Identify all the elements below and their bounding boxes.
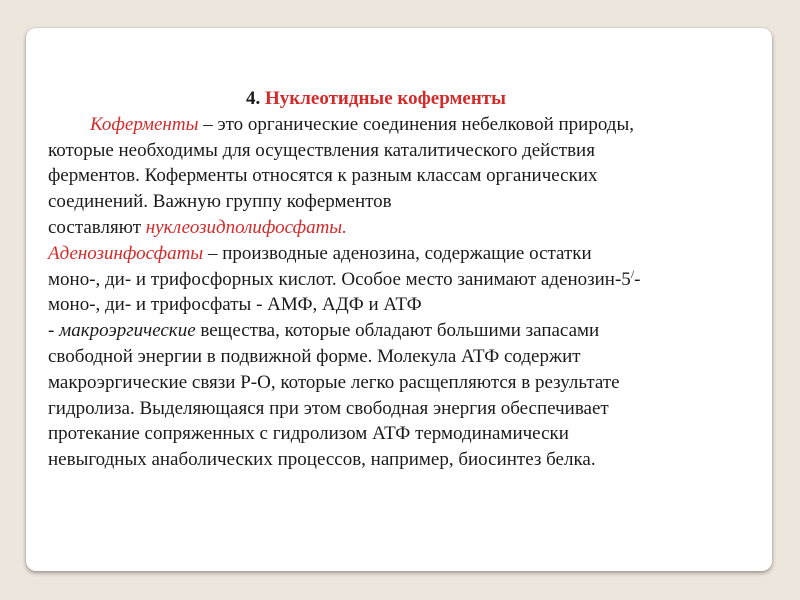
term-macroergic: макроэргические [59,320,196,342]
slide-card [26,28,772,571]
slide-content [48,86,768,473]
p1-line-4: соединений. Важную группу коферментов [48,191,392,213]
heading-number: 4. [246,88,265,109]
p3-line-4: гидролиза. Выделяющаяся при этом свободная энергия обеспечивает [48,397,609,419]
p3-line-6: невыгодных анаболических процессов, например, биосинтез белка. [48,449,596,471]
p3-line-1 [48,318,768,344]
p2-line-1-text: – производные аденозина, содержащие остатки [203,242,592,264]
p1-line-2: которые необходимы для осуществления каталитического действия [48,139,595,161]
prime-superscript: / [630,266,635,281]
p3-line-5: протекание сопряженных с гидролизом АТФ термодинамически [48,423,569,445]
p1-line-3: ферментов. Коферменты относятся к разным классам органических [48,165,598,187]
p1-line-1-text: – это органические соединения небелковой природы, [198,113,634,135]
p2-line-3: моно-, ди- и трифосфаты - АМФ, АДФ и АТФ [48,294,422,316]
term-nucleoside-polyphosphates: нуклеозидполифосфаты. [145,216,347,238]
p1-line-5-prefix: составляют [48,216,146,238]
p1-line-1 [48,112,768,138]
p2-line-2-text: моно-, ди- и трифосфорных кислот. Особое место занимают аденозин-5 [48,268,631,290]
p2-line-2-end: - [634,268,641,290]
term-adenosine-phosphates: Аденозинфосфаты [48,242,204,264]
p3-line-3: макроэргические связи Р-О, которые легко расщепляются в результате [48,371,620,393]
term-koferments: Коферменты [90,113,199,135]
p3-line-1-text: вещества, которые обладают большими запасами [195,320,600,342]
p2-line-1 [48,241,768,267]
p3-line-2: свободной энергии в подвижной форме. Молекула АТФ содержит [48,345,581,367]
heading-title: Нуклеотидные коферменты [265,88,506,109]
p1-line-5 [48,215,768,241]
slide-heading [48,86,768,112]
p3-prefix: - [48,320,60,342]
p2-line-2 [48,267,768,293]
